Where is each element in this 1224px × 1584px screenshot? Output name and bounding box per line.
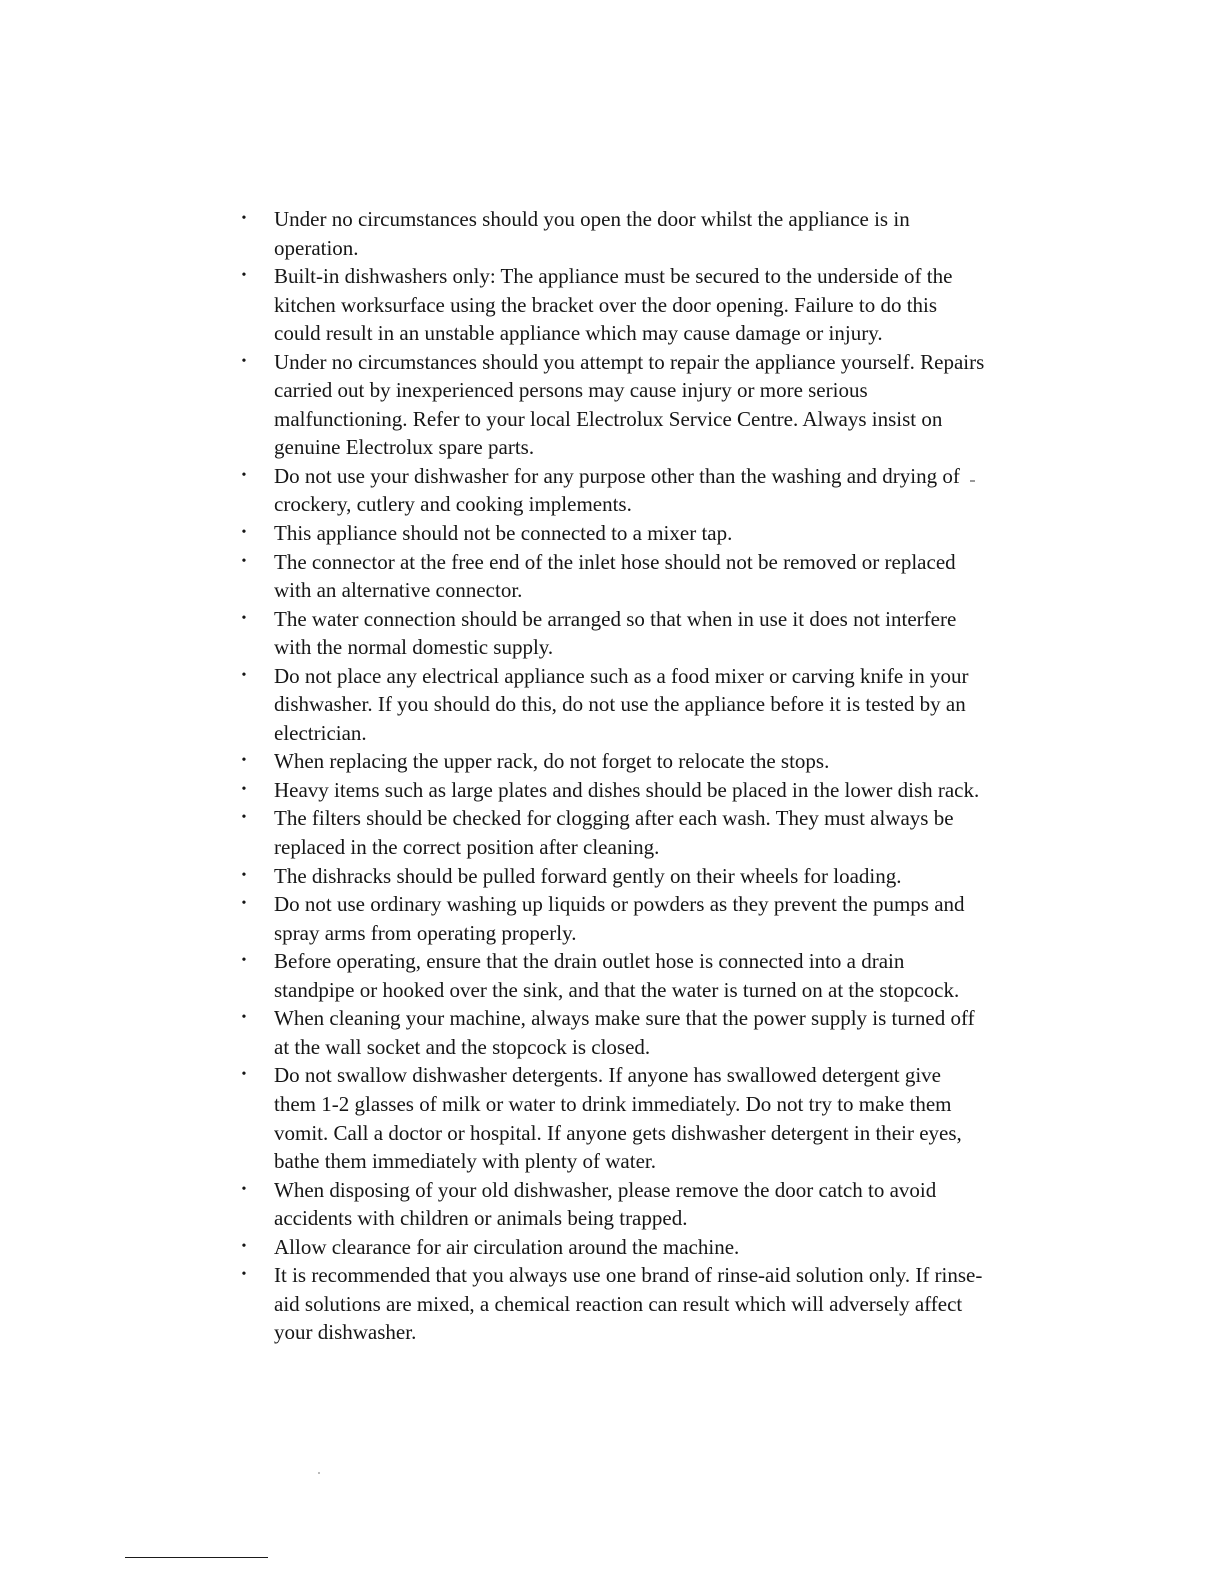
- footnote-rule: [125, 1557, 268, 1558]
- list-item-text: Do not swallow dishwasher detergents. If anyone has swallowed detergent give them 1-2 glasses of milk or water to drink immediately. Do not try to make them vomit. Call a doctor or hospital. If anyone gets dishwasher detergent in their eyes, bathe them immediately with plenty of water.: [274, 1063, 962, 1174]
- bullet-icon: •: [241, 781, 247, 797]
- bullet-icon: •: [241, 1238, 247, 1254]
- list-item: [238, 205, 988, 262]
- list-item: [238, 462, 988, 519]
- bullet-icon: •: [241, 1067, 247, 1083]
- bullet-icon: •: [241, 268, 247, 284]
- list-item-text: The connector at the free end of the inlet hose should not be removed or replaced with an alternative connector.: [274, 549, 956, 603]
- list-item: [238, 1176, 988, 1233]
- list-item: [238, 747, 988, 776]
- list-item-text: When replacing the upper rack, do not forget to relocate the stops.: [274, 749, 830, 774]
- list-item: [238, 947, 988, 1004]
- bullet-icon: •: [241, 1267, 247, 1283]
- bullet-icon: •: [241, 553, 247, 569]
- list-item-text: Before operating, ensure that the drain outlet hose is connected into a drain standpipe or hooked over the sink, and that the water is turned on at the stopcock.: [274, 949, 960, 1002]
- scan-artifact: [970, 480, 975, 482]
- list-item-text: Do not use ordinary washing up liquids or powders as they prevent the pumps and spray arms from operating properly.: [274, 892, 965, 945]
- list-item: [238, 890, 988, 947]
- list-item: [238, 262, 988, 348]
- bullet-icon: •: [241, 467, 247, 483]
- list-item: [238, 605, 988, 662]
- bullet-icon: •: [241, 211, 247, 226]
- list-item: [238, 548, 988, 605]
- bullet-icon: •: [241, 953, 247, 969]
- list-item-text: It is recommended that you always use one brand of rinse-aid solution only. If rinse-aid solutions are mixed, a chemical reaction can result which will adversely affect your dishwasher.: [274, 1263, 983, 1345]
- list-item-text: When disposing of your old dishwasher, please remove the door catch to avoid accidents with children or animals being trapped.: [274, 1177, 937, 1231]
- list-item: [238, 804, 988, 861]
- list-item: [238, 776, 988, 805]
- bullet-icon: •: [241, 810, 247, 826]
- bullet-icon: •: [241, 610, 247, 626]
- bullet-icon: •: [241, 667, 247, 683]
- list-item: [238, 662, 988, 748]
- safety-bullet-list: [238, 205, 988, 1347]
- list-item: [238, 1004, 988, 1061]
- list-item-text: Under no circumstances should you open the door whilst the appliance is in operation.: [274, 207, 910, 260]
- list-item-text: Built-in dishwashers only: The appliance must be secured to the underside of the kitchen worksurface using the bracket over the door opening. Failure to do this could result in an unstable appliance which may cause damage or injury.: [274, 264, 953, 346]
- list-item-text: When cleaning your machine, always make sure that the power supply is turned off at the wall socket and the stopcock is closed.: [274, 1006, 975, 1059]
- list-item: [238, 862, 988, 891]
- list-item-text: Do not place any electrical appliance such as a food mixer or carving knife in your dishwasher. If you should do this, do not use the appliance before it is tested by an electrician.: [274, 663, 969, 745]
- list-item-text: Allow clearance for air circulation around the machine.: [274, 1234, 740, 1259]
- bullet-icon: •: [241, 753, 247, 769]
- bullet-icon: •: [241, 867, 247, 883]
- list-item: [238, 519, 988, 548]
- list-item: [238, 1233, 988, 1262]
- list-item: [238, 1261, 988, 1347]
- bullet-icon: •: [241, 1181, 247, 1197]
- scan-artifact: [318, 1472, 320, 1474]
- bullet-icon: •: [241, 896, 247, 912]
- list-item-text: This appliance should not be connected to a mixer tap.: [274, 521, 733, 546]
- list-item-text: Do not use your dishwasher for any purpose other than the washing and drying of crockery, cutlery and cooking implements.: [274, 463, 960, 517]
- bullet-icon: •: [241, 525, 247, 541]
- list-item-text: Under no circumstances should you attempt to repair the appliance yourself. Repairs carried out by inexperienced persons may cause injury or more serious malfunctioning. Refer to your local Electrolux Service Centre. Always insist on genuine Electrolux spare parts.: [274, 349, 985, 460]
- list-item: [238, 1061, 988, 1175]
- list-item-text: The filters should be checked for clogging after each wash. They must always be replaced in the correct position after cleaning.: [274, 806, 954, 860]
- list-item-text: The dishracks should be pulled forward gently on their wheels for loading.: [274, 863, 902, 888]
- list-item-text: The water connection should be arranged so that when in use it does not interfere with the normal domestic supply.: [274, 606, 957, 660]
- list-item-text: Heavy items such as large plates and dishes should be placed in the lower dish rack.: [274, 777, 980, 802]
- list-item: [238, 348, 988, 462]
- bullet-icon: •: [241, 1010, 247, 1026]
- bullet-icon: •: [241, 353, 247, 369]
